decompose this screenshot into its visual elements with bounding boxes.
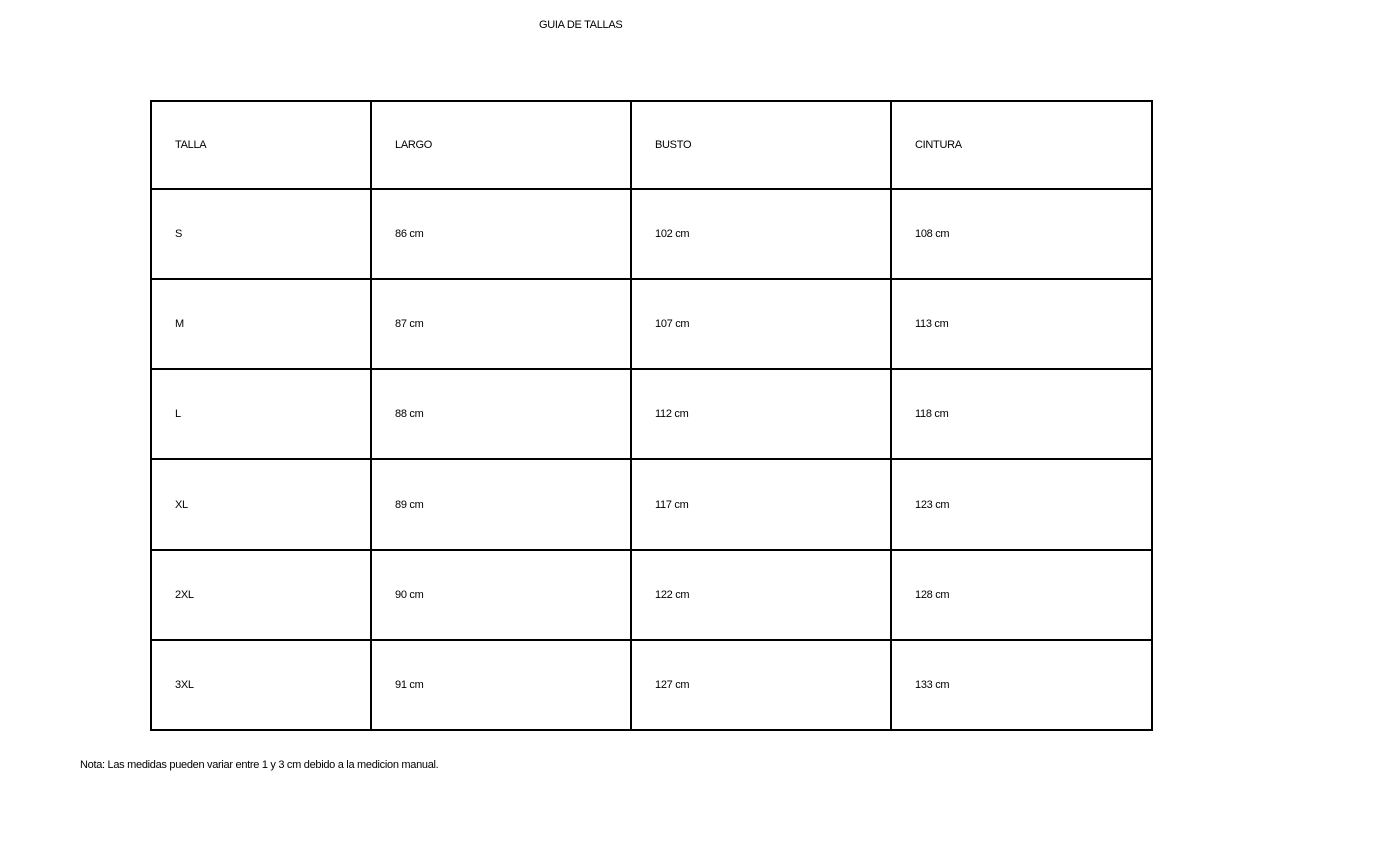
cell-largo: 89 cm [371,459,631,549]
cell-busto: 112 cm [631,369,891,459]
cell-busto: 117 cm [631,459,891,549]
table-row [151,189,1152,279]
header-talla: TALLA [151,101,371,189]
measurement-note: Nota: Las medidas pueden variar entre 1 y 3 cm debido a la medicion manual. [80,759,439,771]
cell-talla: XL [151,459,371,549]
table-row [151,279,1152,369]
header-cintura: CINTURA [891,101,1152,189]
cell-cintura: 133 cm [891,640,1152,730]
page-title: GUIA DE TALLAS [539,19,623,31]
cell-cintura: 113 cm [891,279,1152,369]
cell-talla: 2XL [151,550,371,640]
cell-busto: 122 cm [631,550,891,640]
size-chart-table [150,100,1153,731]
cell-largo: 87 cm [371,279,631,369]
cell-talla: 3XL [151,640,371,730]
cell-cintura: 128 cm [891,550,1152,640]
cell-talla: M [151,279,371,369]
table-row [151,369,1152,459]
cell-busto: 127 cm [631,640,891,730]
cell-largo: 86 cm [371,189,631,279]
table-row [151,640,1152,730]
cell-cintura: 108 cm [891,189,1152,279]
cell-talla: L [151,369,371,459]
cell-busto: 107 cm [631,279,891,369]
cell-cintura: 118 cm [891,369,1152,459]
header-largo: LARGO [371,101,631,189]
header-busto: BUSTO [631,101,891,189]
table-row [151,459,1152,549]
cell-cintura: 123 cm [891,459,1152,549]
cell-busto: 102 cm [631,189,891,279]
cell-largo: 88 cm [371,369,631,459]
cell-talla: S [151,189,371,279]
table-row [151,550,1152,640]
cell-largo: 91 cm [371,640,631,730]
cell-largo: 90 cm [371,550,631,640]
table-header-row [151,101,1152,189]
